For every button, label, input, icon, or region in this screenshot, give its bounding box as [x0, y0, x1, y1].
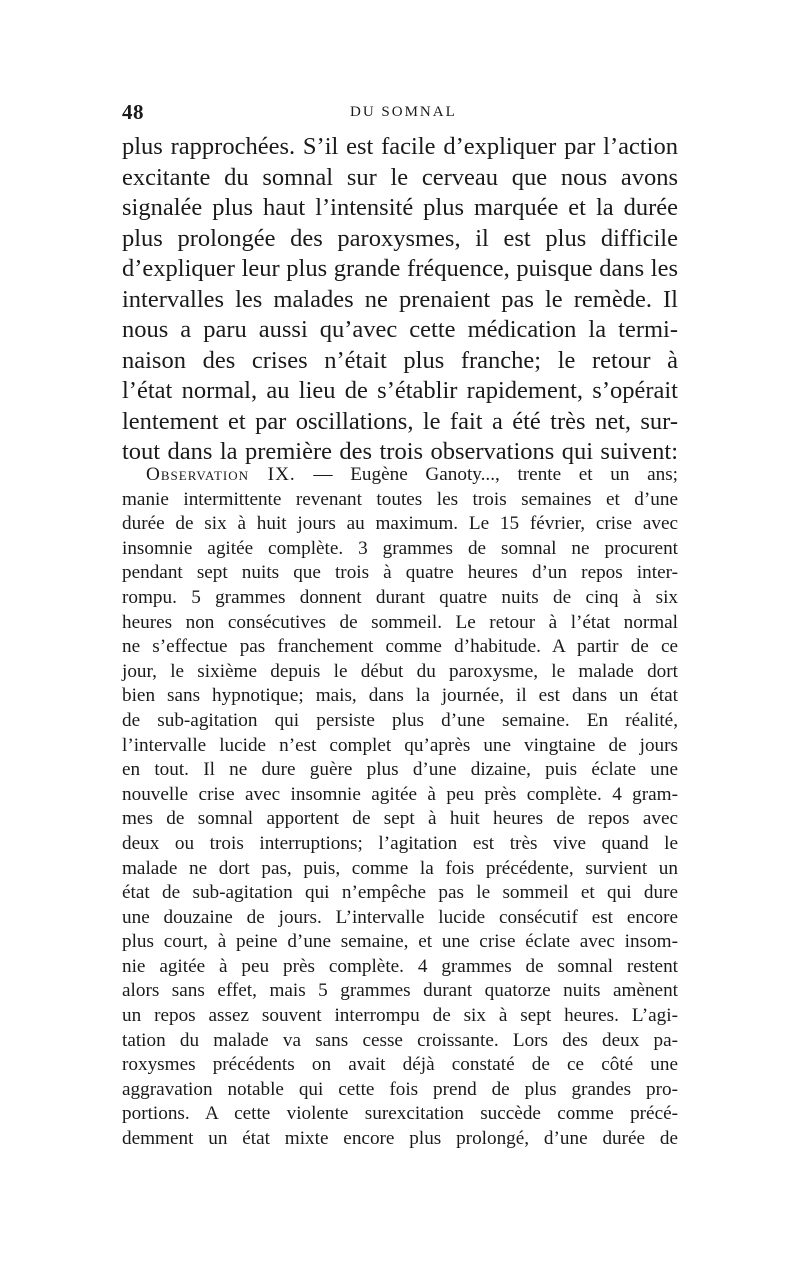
observation-ix [122, 463, 678, 1152]
text-line: heures non consécutives de sommeil. Le retour à l’état normal [122, 611, 678, 633]
text-line: deux ou trois interruptions; l’agitation est très vive quand le [122, 832, 678, 854]
observation-first-line-text: — Eugène Ganoty..., trente et un ans; [295, 464, 679, 485]
text-line: nous a paru aussi qu’avec cette médication la termi- [122, 316, 678, 343]
text-line: plus court, à peine d’une semaine, et une crise éclate avec insom- [122, 931, 678, 953]
main-paragraph [122, 132, 678, 468]
text-line: ne s’effectue pas franchement comme d’habitude. A partir de ce [122, 636, 678, 658]
text-line: rompu. 5 grammes donnent durant quatre nuits de cinq à six [122, 586, 678, 608]
text-line: portions. A cette violente surexcitation succède comme précé- [122, 1103, 678, 1125]
text-line: de sub-agitation qui persiste plus d’une semaine. En réalité, [122, 709, 678, 731]
page-number: 48 [122, 100, 144, 124]
text-line: d’expliquer leur plus grande fréquence, puisque dans les [122, 255, 678, 282]
text-line: manie intermittente revenant toutes les trois semaines et d’une [122, 488, 678, 510]
text-line: un repos assez souvent interrompu de six à sept heures. L’agi- [122, 1005, 678, 1027]
text-line: nie agitée à peu près complète. 4 grammes de somnal restent [122, 955, 678, 977]
text-line: bien sans hypnotique; mais, dans la journée, il est dans un état [122, 685, 678, 707]
text-line: signalée plus haut l’intensité plus marquée et la durée [122, 194, 678, 221]
running-head [122, 100, 678, 128]
text-line: roxysmes précédents on avait déjà constaté de ce côté une [122, 1054, 678, 1076]
text-line: naison des crises n’était plus franche; le retour à [122, 346, 678, 374]
text-line: plus prolongée des paroxysmes, il est plus difficile [122, 224, 678, 252]
text-line: une douzaine de jours. L’intervalle lucide consécutif est encore [122, 906, 678, 928]
text-line: nouvelle crise avec insomnie agitée à peu près complète. 4 gram- [122, 783, 678, 805]
text-line: tation du malade va sans cesse croissante. Lors des deux pa- [122, 1029, 678, 1051]
text-line: état de sub-agitation qui n’empêche pas le sommeil et qui dure [122, 882, 678, 904]
text-line: malade ne dort pas, puis, comme la fois précédente, survient un [122, 857, 678, 879]
observation-heading: Observation IX. [146, 464, 296, 485]
text-line: pendant sept nuits que trois à quatre heures d’un repos inter- [122, 562, 678, 584]
text-line: l’intervalle lucide n’est complet qu’après une vingtaine de jours [122, 734, 678, 756]
text-line: excitante du somnal sur le cerveau que nous avons [122, 163, 678, 191]
text-line: alors sans effet, mais 5 grammes durant quatorze nuits amènent [122, 980, 678, 1002]
text-line: jour, le sixième depuis le début du paroxysme, le malade dort [122, 660, 678, 682]
text-line: lentement et par oscillations, le fait a été très net, sur- [122, 407, 678, 435]
text-line: durée de six à huit jours au maximum. Le 15 février, crise avec [122, 513, 678, 535]
text-line: l’état normal, au lieu de s’établir rapidement, s’opérait [122, 377, 678, 404]
text-line: mes de somnal apportent de sept à huit heures de repos avec [122, 808, 678, 830]
running-title: DU SOMNAL [350, 104, 457, 120]
text-line: en tout. Il ne dure guère plus d’une dizaine, puis éclate une [122, 759, 678, 781]
text-line: intervalles les malades ne prenaient pas le remède. Il [122, 285, 678, 313]
text-line: insomnie agitée complète. 3 grammes de somnal ne procurent [122, 537, 678, 559]
text-line: demment un état mixte encore plus prolongé, d’une durée de [122, 1128, 678, 1150]
text-line: tout dans la première des trois observations qui suivent: [122, 438, 678, 465]
observation-first-line [122, 463, 678, 488]
text-line: aggravation notable qui cette fois prend de plus grandes pro- [122, 1078, 678, 1100]
text-line: plus rapprochées. S’il est facile d’expliquer par l’action [122, 133, 678, 160]
